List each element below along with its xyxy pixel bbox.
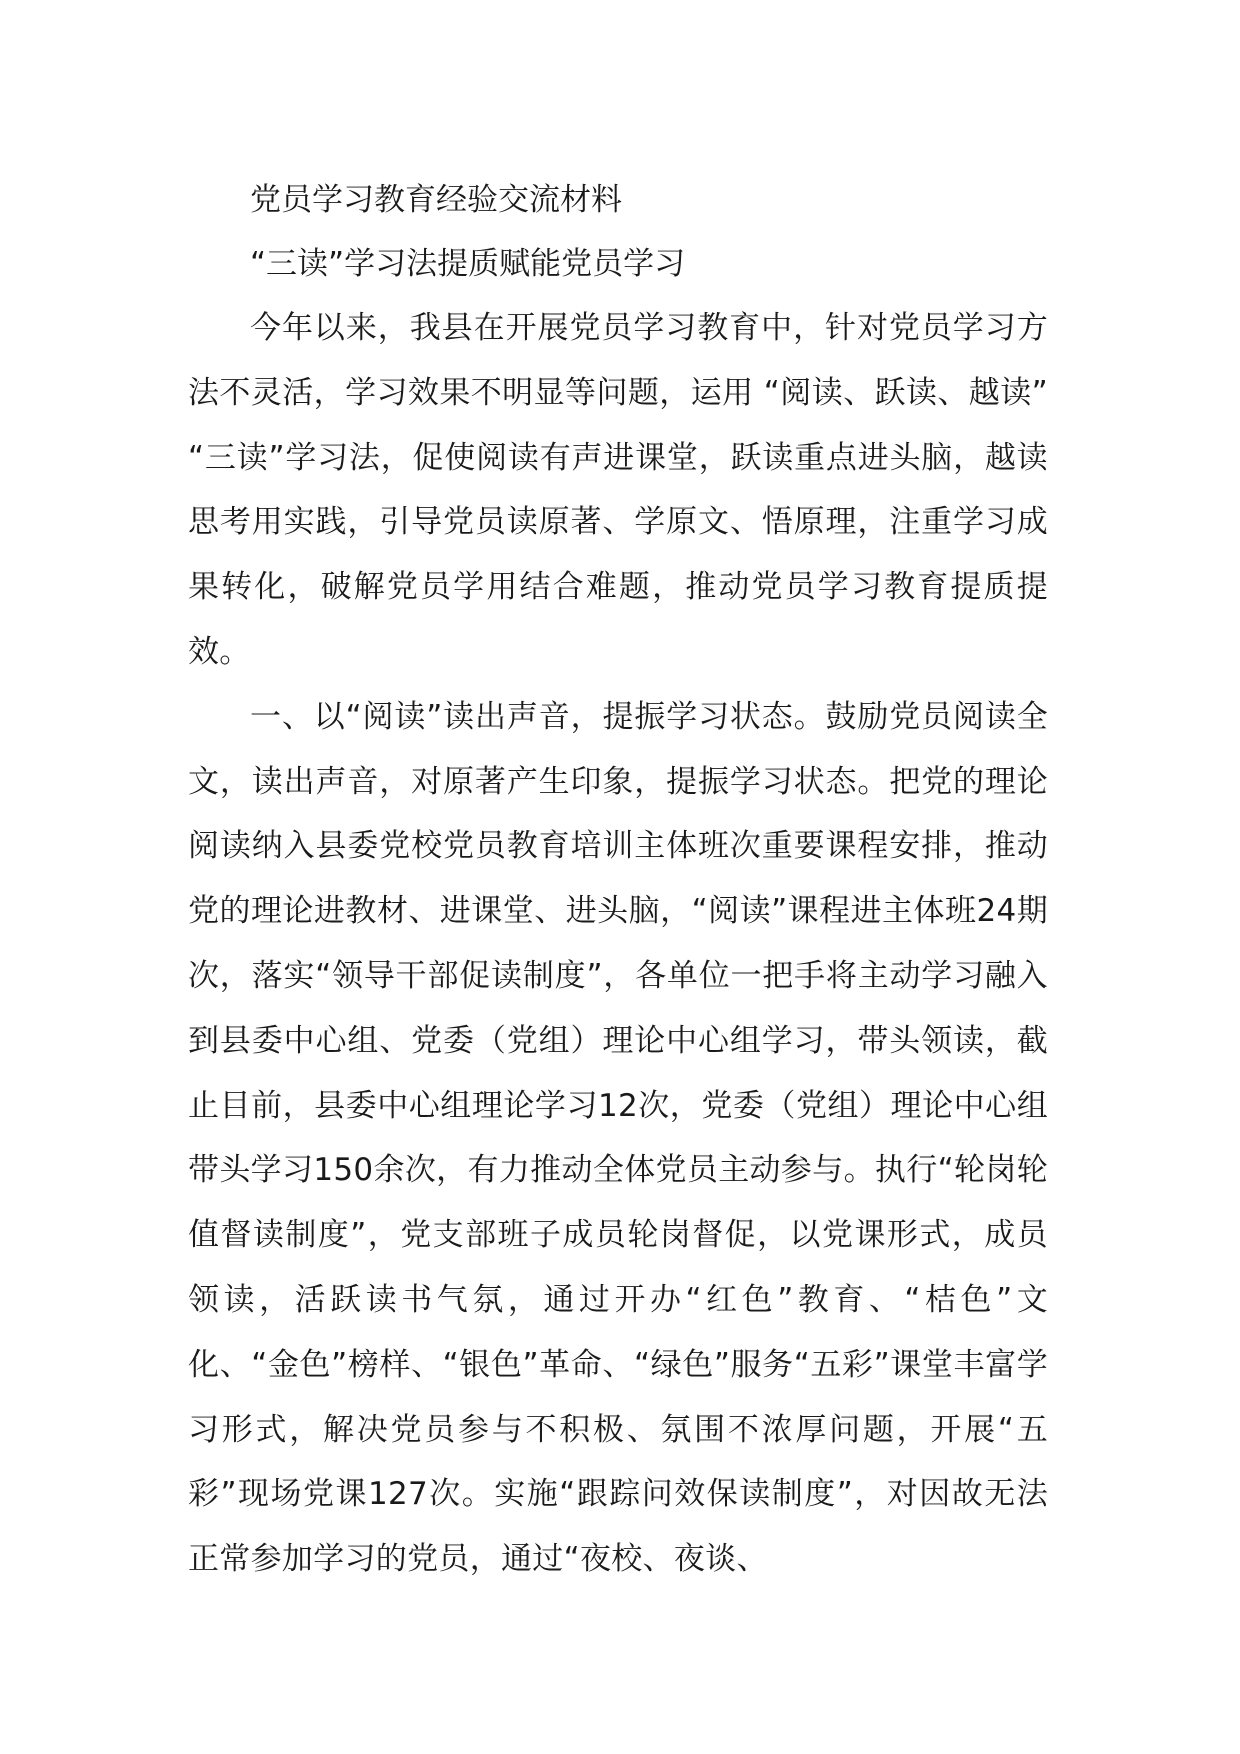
document-subtitle: “三读”学习法提质赋能党员学习 (250, 246, 686, 282)
paragraph-section-1: 一、以“阅读”读出声音，提振学习状态。鼓励党员阅读全文，读出声音，对原著产生印象，提振学习状态。把党的理论阅读纳入县委党校党员教育培训主体班次重要课程安排，推动党的理论进教材、进课堂、进头脑，“阅读”课程进主体班24期次，落实“领导干部促读制度”，各单位一把手将主动学习融入到县委中心组、党委（党组）理论中心组学习，带头领读，截止目前，县委中心组理论学习12次，党委（党组）理论中心组带头学习150余次，有力推动全体党员主动参与。执行“轮岗轮值督读制度”，党支部班子成员轮岗督促，以党课形式，成员领读，活跃读书气氛，通过开办“红色”教育、“桔色”文化、“金色”榜样、“银色”革命、“绿色”服务“五彩”课堂丰富学习形式，解决党员参与不积极、氛围不浓厚问题，开展“五彩”现场党课127次。实施“跟踪问效保读制度”，对因故无法正常参加学习的党员，通过“夜校、夜谈、 (188, 698, 1048, 1578)
paragraph-intro: 今年以来，我县在开展党员学习教育中，针对党员学习方法不灵活，学习效果不明显等问题，运用 “阅读、跃读、越读” “三读”学习法，促使阅读有声进课堂，跃读重点进头脑，越读思考用实践，引导党员读原著、学原文、悟原理，注重学习成果转化，破解党员学用结合难题，推动党员学习教育提质提效。 (188, 310, 1048, 670)
document-body (188, 168, 1048, 1592)
document-title: 党员学习教育经验交流材料 (250, 182, 622, 218)
